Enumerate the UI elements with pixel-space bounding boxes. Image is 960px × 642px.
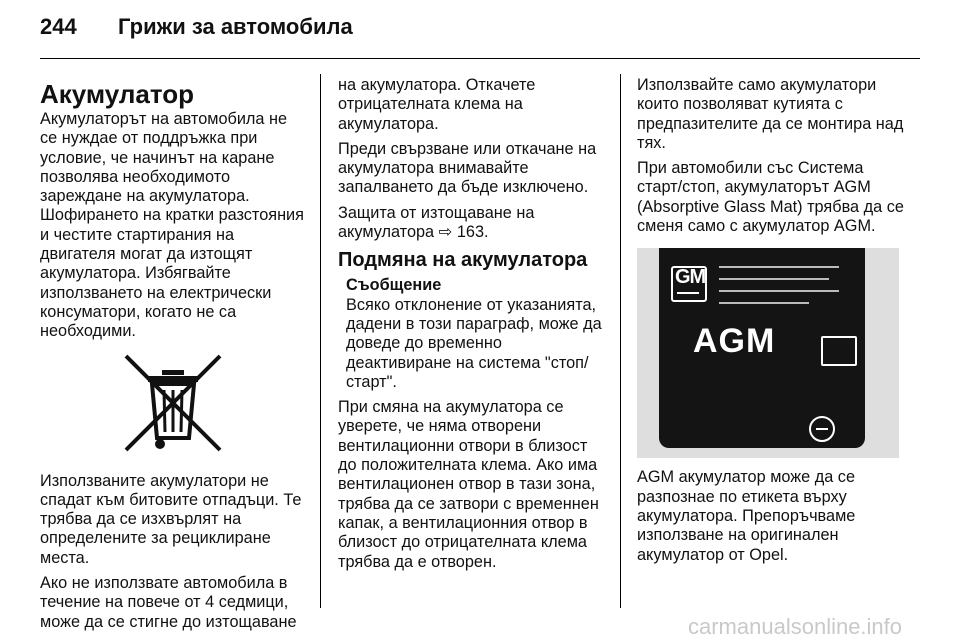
paragraph: Преди свързване или откачане на акумулатора внимавайте запалването да бъде изключено. <box>338 139 597 197</box>
column-3 <box>637 76 907 571</box>
page-header <box>40 14 920 54</box>
paragraph: на акумулатора. Откачете отрицателната клема на акумулатора. <box>338 76 536 133</box>
column-2 <box>338 76 610 578</box>
label-fine-print <box>719 278 829 280</box>
agm-label-text: AGM <box>693 322 776 361</box>
note-body: Всяко отклонение от указанията, дадени в този параграф, може да доведе до временно деактивиране на система "стоп/старт". <box>346 295 602 391</box>
section-heading: Акумулатор <box>40 79 195 109</box>
paragraph: Използвайте само акумулатори които позволяват кутията с предпазителите да се монтира над тях. <box>637 76 904 152</box>
page-title: Грижи за автомобила <box>118 14 353 39</box>
crossed-bin-icon <box>118 352 228 456</box>
watermark: carmanualsonline.info <box>688 614 903 639</box>
paragraph: При смяна на акумулатора се уверете, че няма отворени вентилационни отвори в близост до положителната клема. Ако има вентилационен отвор в тази зона, трябва да се затвори с временнен капак, а вентилационния отвор в близост до отрицателната клема трябва да е отворен. <box>338 398 599 571</box>
column-1 <box>40 74 308 638</box>
label-fine-print <box>719 266 839 268</box>
subsection-heading: Подмяна на акумулатора <box>338 249 588 272</box>
paragraph <box>338 204 610 243</box>
gm-logo-underline <box>677 292 699 294</box>
manual-book-icon <box>821 336 857 366</box>
note-title: Съобщение <box>346 276 442 295</box>
negative-terminal-icon <box>809 416 835 442</box>
agm-label-image <box>637 248 899 458</box>
paragraph-text: Защита от изтощаване на акумулатора <box>338 203 535 242</box>
page-number: 244 <box>40 14 77 39</box>
gm-logo-text: GM <box>675 266 706 289</box>
paragraph: При автомобили със Система старт/стоп, акумулаторът AGM (Absorptive Glass Mat) трябва да се сменя само с акумулатор AGM. <box>637 159 904 236</box>
battery-label-plate <box>659 248 865 448</box>
column-divider <box>320 74 321 608</box>
label-fine-print <box>719 302 809 304</box>
header-divider <box>40 58 920 59</box>
paragraph: Ако не използвате автомобила в течение на повече от 4 седмици, може да се стигне до изтощаване <box>40 574 297 631</box>
label-fine-print <box>719 290 839 292</box>
page-reference: 163. <box>456 223 489 242</box>
note-box <box>338 276 610 392</box>
paragraph: Използваните акумулатори не спадат към битовите отпадъци. Те трябва да се изхвърлят на определените за рециклиране места. <box>40 471 302 567</box>
page-ref-arrow-icon: ⇨ <box>438 223 453 242</box>
column-divider <box>620 74 621 608</box>
paragraph: AGM акумулатор може да се разпознае по етикета върху акумулатора. Препоръчваме използване на оригинален акумулатор от Opel. <box>637 468 856 564</box>
paragraph: Акумулаторът на автомобила не се нуждае от поддръжка при условие, че начинът на каране позволява необходимото зареждане на акумулатора. Шофирането на кратки разстояния и честите стартирания на двигателя могат да изтощят акумулатора. Избягвайте използването на електрически консуматори, когато не са необходими. <box>40 110 304 341</box>
